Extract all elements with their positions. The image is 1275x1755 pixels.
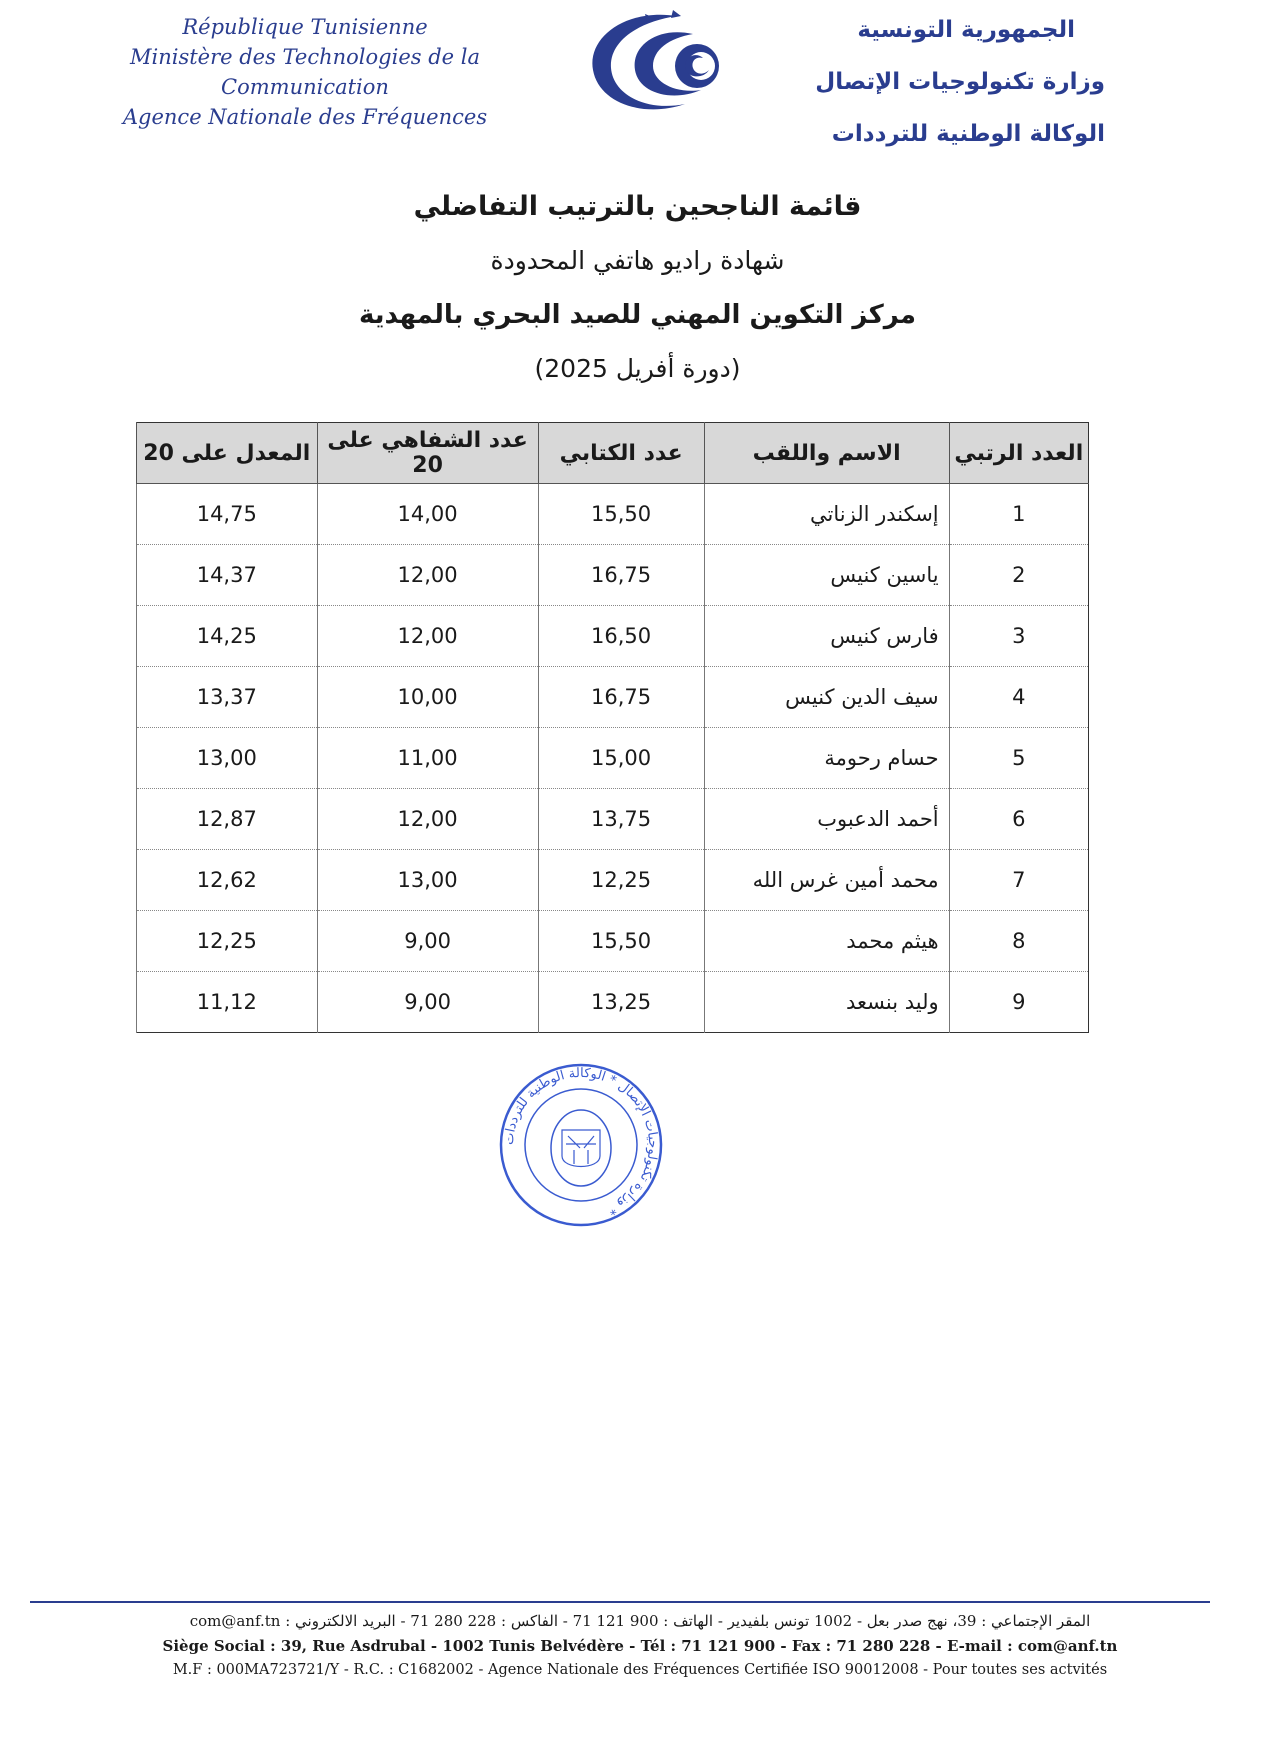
list-title: قائمة الناجحين بالترتيب التفاضلي — [413, 191, 862, 222]
cell-rank: 1 — [949, 484, 1088, 545]
cell-average: 12,87 — [137, 789, 318, 850]
cell-oral: 12,00 — [317, 606, 538, 667]
cell-oral: 9,00 — [317, 972, 538, 1033]
cell-oral: 12,00 — [317, 545, 538, 606]
agency-fr: Agence Nationale des Fréquences — [122, 105, 488, 129]
cell-written: 15,50 — [538, 911, 704, 972]
cell-average: 13,37 — [137, 667, 318, 728]
cell-average: 12,25 — [137, 911, 318, 972]
table-row — [137, 484, 1089, 545]
footer-divider — [30, 1601, 1210, 1603]
anf-logo-icon — [585, 8, 745, 118]
footer-address-fr: Siège Social : 39, Rue Asdrubal - 1002 Tunis Belvédère - Tél : 71 121 900 - Fax : 71 280 228 - E-mail : com@anf.tn — [162, 1637, 1118, 1655]
header-average: المعدل على 20 — [137, 423, 318, 484]
cell-average: 14,37 — [137, 545, 318, 606]
agency-ar: الوكالة الوطنية للترددات — [831, 121, 1105, 147]
official-stamp-icon — [496, 1060, 666, 1230]
cell-written: 13,75 — [538, 789, 704, 850]
table-row — [137, 667, 1089, 728]
cell-rank: 2 — [949, 545, 1088, 606]
cell-rank: 5 — [949, 728, 1088, 789]
cell-name: ياسين كنيس — [704, 545, 949, 606]
table-row — [137, 972, 1089, 1033]
results-table — [136, 422, 1089, 1033]
header-oral: عدد الشفاهي على 20 — [317, 423, 538, 484]
cell-rank: 8 — [949, 911, 1088, 972]
cell-rank: 3 — [949, 606, 1088, 667]
cell-name: وليد بنسعد — [704, 972, 949, 1033]
svg-text:وزارة تكنولوجيات الإتصال * الو: وزارة تكنولوجيات الإتصال * الوكالة الوطنية للترددات * — [501, 1065, 661, 1218]
header-written: عدد الكتابي — [538, 423, 704, 484]
cell-oral: 10,00 — [317, 667, 538, 728]
table-header-row — [137, 423, 1089, 484]
cell-written: 13,25 — [538, 972, 704, 1033]
cell-oral: 14,00 — [317, 484, 538, 545]
cell-oral: 13,00 — [317, 850, 538, 911]
cell-name: سيف الدين كنيس — [704, 667, 949, 728]
certificate-name: شهادة راديو هاتفي المحدودة — [490, 246, 785, 275]
cell-average: 14,75 — [137, 484, 318, 545]
cell-written: 12,25 — [538, 850, 704, 911]
cell-written: 16,50 — [538, 606, 704, 667]
cell-oral: 12,00 — [317, 789, 538, 850]
cell-oral: 9,00 — [317, 911, 538, 972]
cell-written: 15,50 — [538, 484, 704, 545]
table-row — [137, 911, 1089, 972]
cell-name: محمد أمين غرس الله — [704, 850, 949, 911]
cell-name: هيثم محمد — [704, 911, 949, 972]
table-row — [137, 606, 1089, 667]
cell-average: 12,62 — [137, 850, 318, 911]
cell-written: 15,00 — [538, 728, 704, 789]
table-row — [137, 545, 1089, 606]
cell-rank: 9 — [949, 972, 1088, 1033]
cell-oral: 11,00 — [317, 728, 538, 789]
republic-fr: République Tunisienne — [182, 15, 428, 39]
training-center: مركز التكوين المهني للصيد البحري بالمهدية — [359, 300, 916, 330]
cell-name: حسام رحومة — [704, 728, 949, 789]
cell-written: 16,75 — [538, 545, 704, 606]
session-label: (دورة أفريل 2025) — [534, 354, 741, 383]
table-body — [137, 484, 1089, 1033]
cell-rank: 6 — [949, 789, 1088, 850]
cell-rank: 4 — [949, 667, 1088, 728]
table-row — [137, 728, 1089, 789]
cell-average: 11,12 — [137, 972, 318, 1033]
table-row — [137, 850, 1089, 911]
header-french — [55, 12, 555, 132]
cell-average: 13,00 — [137, 728, 318, 789]
document-titles — [0, 180, 1275, 396]
republic-ar: الجمهورية التونسية — [857, 17, 1075, 43]
footer-legal: M.F : 000MA723721/Y - R.C. : C1682002 - Agence Nationale des Fréquences Certifiée ISO 90012008 - Pour toutes ses actvités — [172, 1662, 1108, 1678]
header-name: الاسم واللقب — [704, 423, 949, 484]
ministry-fr: Ministère des Technologies de la Communication — [129, 45, 480, 99]
cell-name: فارس كنيس — [704, 606, 949, 667]
cell-name: إسكندر الزناتي — [704, 484, 949, 545]
ministry-ar: وزارة تكنولوجيات الإتصال — [815, 69, 1105, 95]
table-row — [137, 789, 1089, 850]
cell-rank: 7 — [949, 850, 1088, 911]
footer — [110, 1608, 1170, 1682]
cell-written: 16,75 — [538, 667, 704, 728]
cell-name: أحمد الدعبوب — [704, 789, 949, 850]
header-arabic — [785, 4, 1105, 160]
footer-address-ar: المقر الإجتماعي : 39، نهج صدر بعل - 1002 تونس بلفيدير - الهاتف : 900 121 71 - الفاكس : 228 280 71 - البريد الالكتروني : com@anf.tn — [189, 1612, 1091, 1630]
cell-average: 14,25 — [137, 606, 318, 667]
header-rank: العدد الرتبي — [949, 423, 1088, 484]
